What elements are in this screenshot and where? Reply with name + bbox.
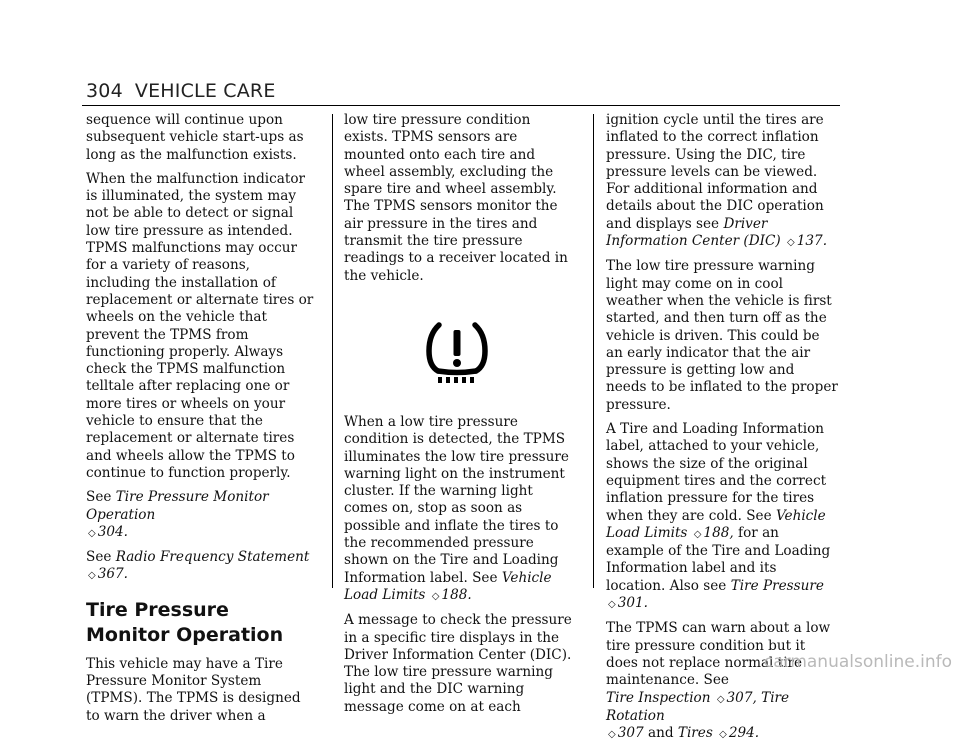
- paragraph: low tire pressure condition exists. TPMS sensors are mounted onto each tire and wheel assembly, excluding the spare tire and wheel assembly. The TPMS sensors monitor the air pressure in the tires and transmit the tire pressure readings to a receiver located in the vehicle.: [344, 112, 568, 284]
- cross-reference-link[interactable]: Tires: [677, 725, 713, 742]
- see-reference: See Radio Frequency Statement ◇ 367.: [86, 549, 310, 583]
- page-reference-arrow-icon: ◇: [716, 693, 725, 705]
- paragraph: The low tire pressure warning light may come on in cool weather when the vehicle is first started, and then turn off as the vehicle is driven. This could be an early indicator that the air pressure is getting low and needs to be inflated to the proper pressure.: [606, 258, 838, 413]
- page-reference-arrow-icon: ◇: [608, 729, 616, 741]
- tpms-warning-icon: [338, 292, 576, 414]
- cross-reference-link[interactable]: Tire Pressure Monitor Operation: [86, 489, 269, 523]
- page-reference-arrow-icon: ◇: [88, 570, 96, 582]
- paragraph: ignition cycle until the tires are inflated to the correct inflation pressure. Using the DIC, tire pressure levels can be viewed. For additional information and details about the DIC operation and displays see Driver Information Center (DIC) ◇ 137.: [606, 112, 828, 250]
- page-reference-arrow-icon: ◇: [88, 527, 96, 539]
- page-reference-arrow-icon: ◇: [719, 729, 727, 741]
- watermark: carmanualsonline.info: [763, 652, 952, 672]
- cross-reference-link[interactable]: Radio Frequency Statement: [115, 549, 310, 566]
- page-ref[interactable]: 188,: [703, 524, 734, 541]
- paragraph: When a low tire pressure condition is detected, the TPMS illuminates the low tire pressure warning light on the instrument cluster. If the warning light comes on, stop as soon as possible and inflate the tires to the recommended pressure shown on the Tire and Loading Information label. See Vehicle Load Limits ◇ 188.: [344, 413, 569, 603]
- page-reference-arrow-icon: ◇: [787, 237, 795, 249]
- paragraph: The TPMS can warn about a low tire pressure condition but it does not replace normal tire maintenance. See Tire Inspection ◇ 307, Tire Rotation ◇ 307 and Tires ◇ 294.: [606, 620, 831, 742]
- page-ref[interactable]: 307: [617, 725, 644, 742]
- page-reference-arrow-icon: ◇: [608, 599, 616, 611]
- paragraph: A message to check the pressure in a specific tire displays in the Driver Information Center (DIC). The low tire pressure warning light and the DIC warning message come on at each: [344, 612, 572, 715]
- page-reference-arrow-icon: ◇: [431, 590, 440, 602]
- page-number: 304: [86, 80, 123, 102]
- page-header: [86, 80, 276, 102]
- cross-reference-link[interactable]: Tire Pressure: [730, 577, 824, 594]
- section-heading: Tire Pressure Monitor Operation: [86, 598, 284, 646]
- paragraph: A Tire and Loading Information label, attached to your vehicle, shows the size of the original equipment tires and the correct inflation pressure for the tires when they are cold. See Vehicle Load Limits ◇ 188, for an example of the Tire and Loading Information label and its location. Also see Tire Pressure ◇ 301.: [606, 421, 831, 612]
- page-ref[interactable]: 137.: [796, 233, 828, 250]
- cross-reference-link[interactable]: Driver Information Center (DIC): [606, 215, 781, 250]
- page-ref[interactable]: 307,: [726, 689, 757, 706]
- cross-reference-link[interactable]: Tire Rotation: [606, 689, 790, 724]
- page-ref[interactable]: 304.: [97, 523, 128, 540]
- cross-reference-link[interactable]: Vehicle Load Limits: [606, 507, 826, 541]
- page-ref[interactable]: 188.: [441, 586, 472, 603]
- column-divider: [593, 114, 594, 588]
- page-ref[interactable]: 294.: [728, 725, 760, 742]
- page-ref[interactable]: 301.: [617, 595, 648, 612]
- section-title: VEHICLE CARE: [134, 80, 276, 102]
- page-ref[interactable]: 367.: [97, 566, 128, 583]
- cross-reference-link[interactable]: Tire Inspection: [606, 689, 711, 706]
- paragraph: sequence will continue upon subsequent vehicle start-ups as long as the malfunction exists.: [86, 112, 304, 163]
- paragraph: When the malfunction indicator is illuminated, the system may not be able to detect or signal low tire pressure as intended. TPMS malfunctions may occur for a variety of reasons, including the installation of replacement or alternate tires or wheels on the vehicle that prevent the TPMS from functioning properly. Always check the TPMS malfunction telltale after replacing one or more tires or wheels on your vehicle to ensure that the replacement or alternate tires and wheels allow the TPMS to continue to function properly.: [86, 170, 314, 481]
- page-reference-arrow-icon: ◇: [693, 528, 702, 540]
- column-divider: [332, 114, 333, 588]
- paragraph: This vehicle may have a Tire Pressure Monitor System (TPMS). The TPMS is designed to warn the driver when a: [86, 655, 301, 724]
- column-1: [86, 112, 318, 732]
- cross-reference-link[interactable]: Vehicle Load Limits: [344, 569, 552, 603]
- header-rule: [82, 105, 840, 106]
- column-2: [344, 112, 576, 723]
- see-reference: See Tire Pressure Monitor Operation ◇ 304.: [86, 489, 269, 540]
